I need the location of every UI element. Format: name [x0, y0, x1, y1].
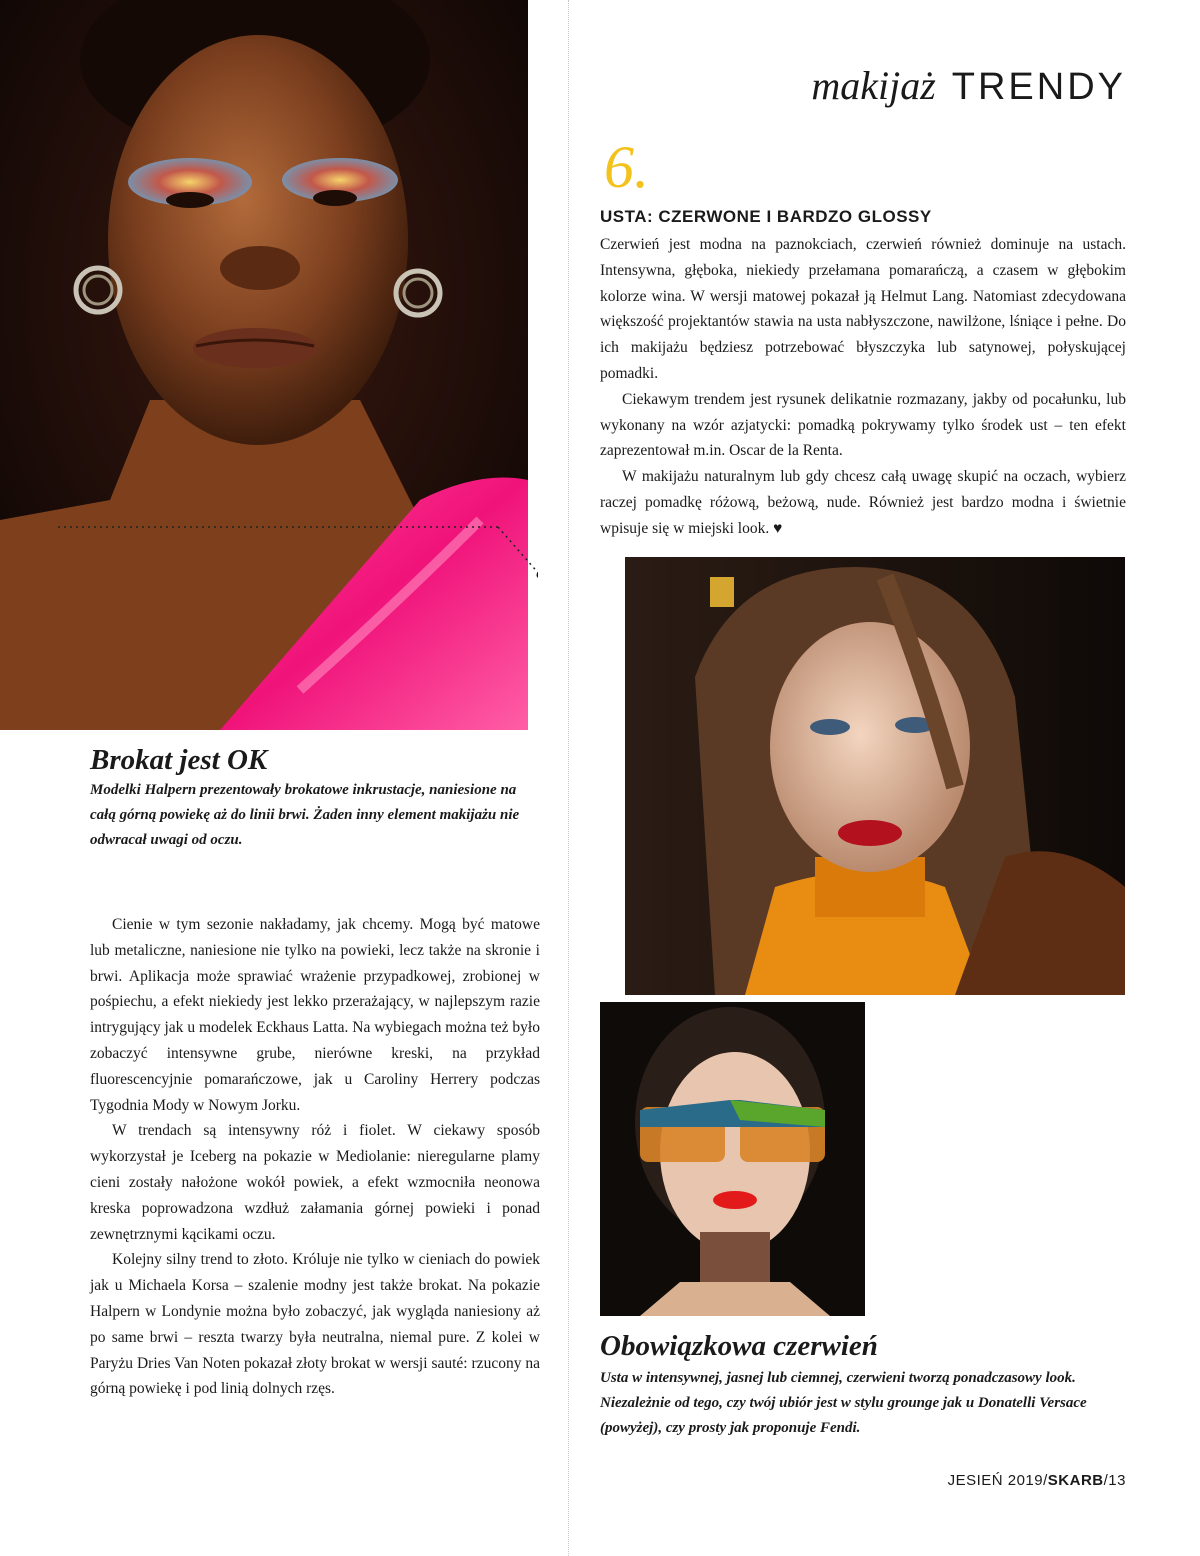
- footer-magazine: SKARB: [1047, 1472, 1104, 1489]
- paragraph: Kolejny silny trend to złoto. Króluje nie tylko w cieniach do powiek jak u Michaela Korsa – szalenie modny jest także brokat. Na pokazie Halpern w Londynie można było zobaczyć, jak wygląda naniesiony aż po same brwi – reszta twarzy była neutralna, niemal pure. Z kolei w Paryżu Dries Van Noten pokazał złoty brokat w wersji sauté: rzucony na górną powiekę i pod linią dolnych rzęs.: [90, 1251, 540, 1398]
- lips-heading: USTA: CZERWONE I BARDZO GLOSSY: [600, 207, 932, 226]
- lips-article-text: [600, 232, 1126, 542]
- footer-season: JESIEŃ 2019: [947, 1472, 1044, 1489]
- footer-separator: /: [1043, 1472, 1048, 1489]
- dotted-leader-line: [58, 525, 538, 580]
- paragraph: W trendach są intensywny róż i fiolet. W ciekawy sposób wykorzystał je Iceberg na pokazie w Mediolanie: nieregularne plamy cieni zostały nałożone wokół powiek, a efekt wzmocniła neonowa kreska poprowadzona wzdłuż załamania górnej powieki i ponad zewnętrznymi kącikami oczu.: [90, 1122, 540, 1243]
- eyeshadow-article-text: [90, 912, 540, 1402]
- section-category: makijaż: [811, 63, 936, 108]
- brokat-caption-title: Brokat jest OK: [90, 744, 268, 776]
- paragraph: Ciekawym trendem jest rysunek delikatnie rozmazany, jakby od pocałunku, lub wykonany na wzór azjatycki: pomadką pokrywamy tylko środek ust – ten efekt zaprezentował m.in. Oscar de la Renta.: [600, 390, 1126, 460]
- sunglasses-model-photo: [600, 1002, 865, 1316]
- paragraph: Cienie w tym sezonie nakładamy, jak chcemy. Mogą być matowe lub metaliczne, naniesione nie tylko na powieki, lecz także na skronie i brwi. Aplikacja może sprawiać wrażenie przypadkowej, zrobionej w pośpiechu, a efekt niekiedy jest lekko przerażający, w najlepszym razie intrygujący jak u modelek Eckhaus Latta. Na wybiegach można też było zobaczyć intensywne grube, nierówne kreski, na przykład fluorescencyjnie pomarańczowe, jak u Caroliny Herrery podczas Tygodnia Mody w Nowym Jorku.: [90, 916, 540, 1114]
- paragraph: Czerwień jest modna na paznokciach, czerwień również dominuje na ustach. Intensywna, głęboka, niekiedy przełamana pomarańczą, a czasem w głębokim kolorze wina. W wersji matowej pokazał ją Helmut Lang. Natomiast zdecydowana większość projektantów stawia na usta nabłyszczone, nawilżone, lśniące i pełne. Do ich makijażu będziesz potrzebować błyszczyka lub satynowej, połyskującej pomadki.: [600, 236, 1126, 382]
- section-name: TRENDY: [951, 66, 1126, 108]
- page-footer: [948, 1472, 1126, 1489]
- red-lips-model-photo: [625, 557, 1125, 995]
- glitter-model-photo: [0, 0, 528, 730]
- trend-number: 6.: [604, 134, 649, 200]
- footer-page-number: /13: [1103, 1472, 1126, 1489]
- czerwien-caption-title: Obowiązkowa czerwień: [600, 1330, 878, 1362]
- brokat-caption-text: Modelki Halpern prezentowały brokatowe inkrustacje, naniesione na całą górną powiekę aż do linii brwi. Żaden inny element makijażu nie odwracał uwagi od oczu.: [90, 782, 520, 848]
- section-header: [811, 62, 1126, 109]
- column-divider: [568, 0, 569, 1556]
- czerwien-caption-text: Usta w intensywnej, jasnej lub ciemnej, czerwieni tworzą ponadczasowy look. Niezależnie od tego, czy twój ubiór jest w stylu grounge jak u Donatelli Versace (powyżej), czy prosty jak proponuje Fendi.: [600, 1370, 1087, 1436]
- paragraph: W makijażu naturalnym lub gdy chcesz całą uwagę skupić na oczach, wybierz raczej pomadkę różową, beżową, nude. Również jest bardzo modna i świetnie wpisuje się w miejski look. ♥: [600, 468, 1126, 537]
